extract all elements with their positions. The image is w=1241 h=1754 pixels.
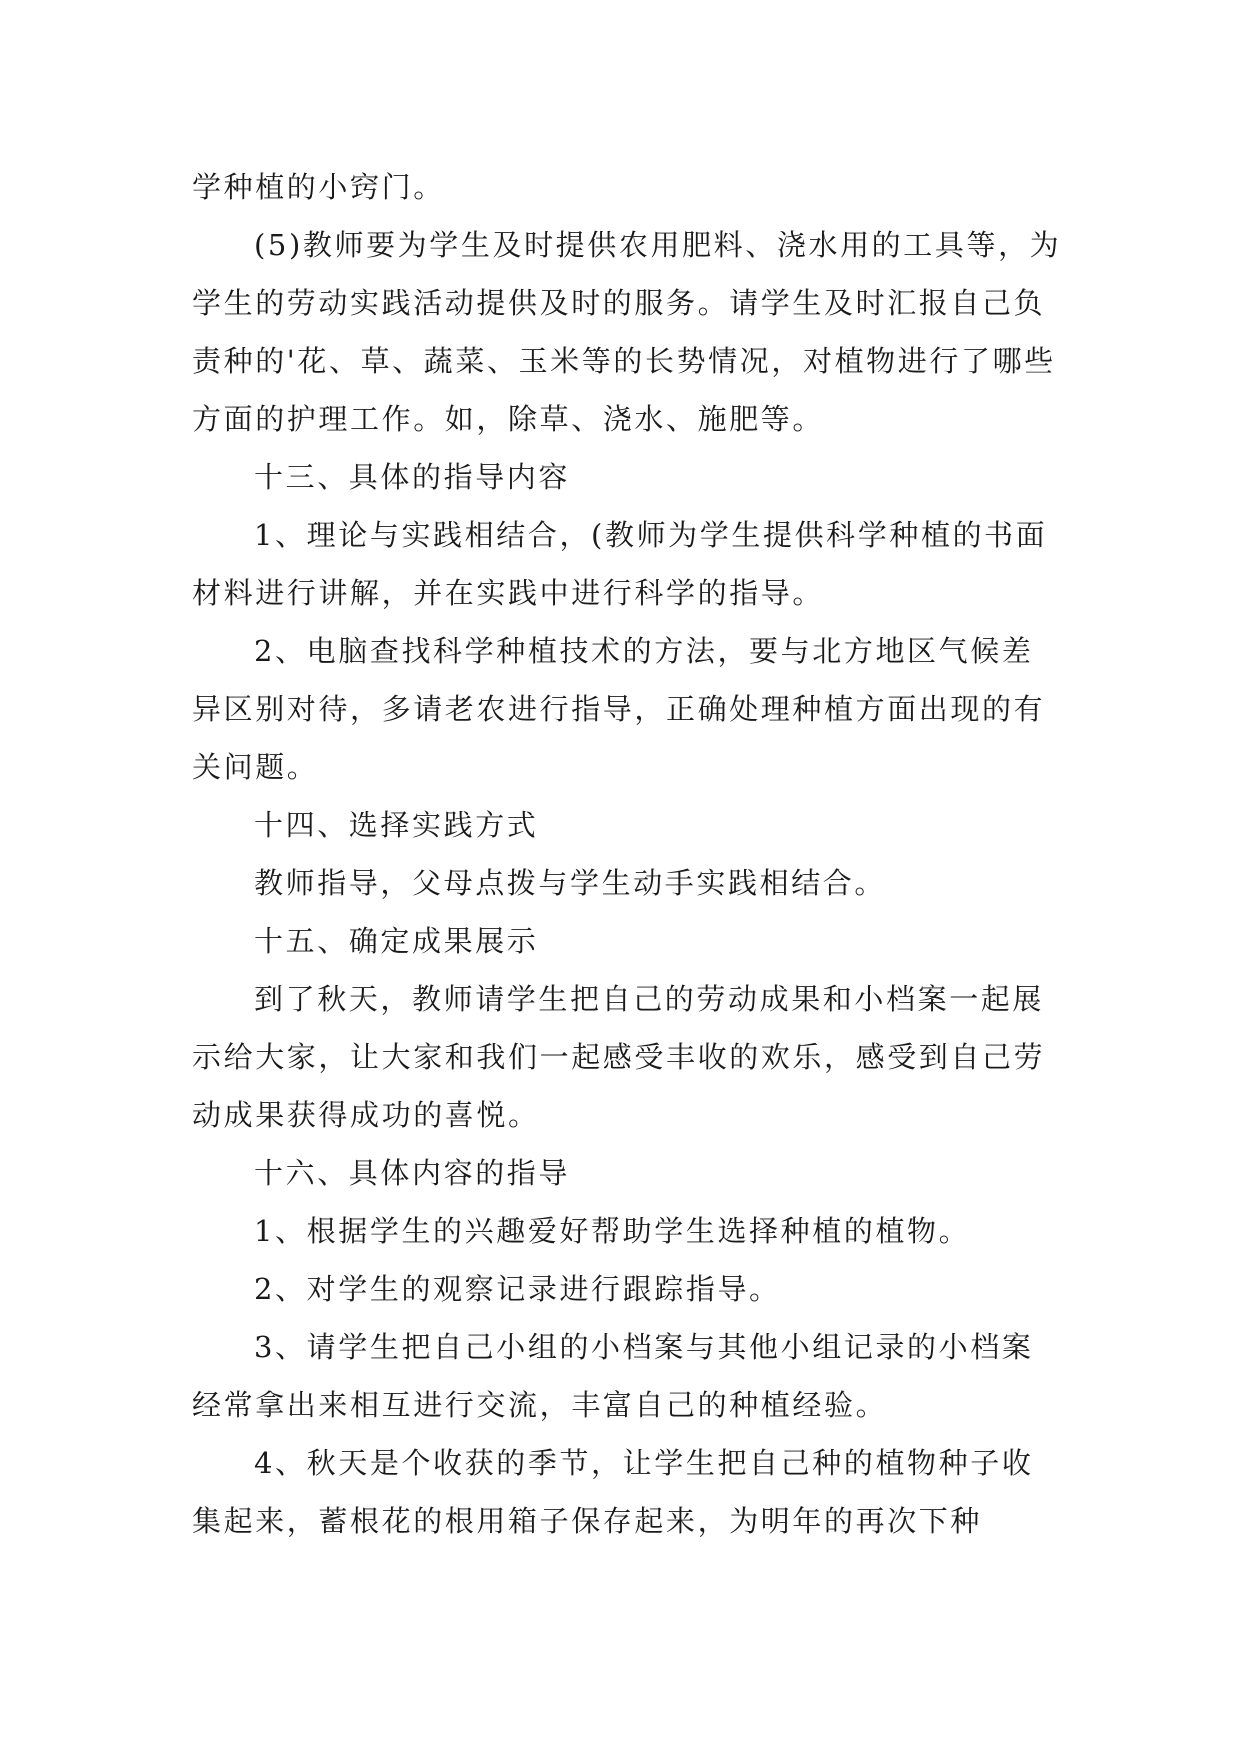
- section-heading-13: 十三、具体的指导内容: [254, 460, 571, 494]
- paragraph-15-body: 到了秋天，教师请学生把自己的劳动成果和小档案一起展示给大家，让大家和我们一起感受丰收的欢乐，感受到自己劳动成果获得成功的喜悦。: [192, 982, 1046, 1132]
- section-heading-14: 十四、选择实践方式: [254, 808, 539, 842]
- paragraph-continuation: 学种植的小窍门。: [192, 170, 445, 204]
- paragraph-13-item-1: 1、理论与实践相结合，(教师为学生提供科学种植的书面材料进行讲解，并在实践中进行科学的指导。: [192, 518, 1048, 610]
- paragraph-16-item-4: 4、秋天是个收获的季节，让学生把自己种的植物种子收集起来，蓄根花的根用箱子保存起来，为明年的再次下种: [192, 1446, 1034, 1538]
- paragraph-16-item-2: 2、对学生的观察记录进行跟踪指导。: [254, 1272, 781, 1306]
- paragraph-13-item-2: 2、电脑查找科学种植技术的方法，要与北方地区气候差异区别对待，多请老农进行指导，正确处理种植方面出现的有关问题。: [192, 634, 1046, 784]
- paragraph-16-item-3: 3、请学生把自己小组的小档案与其他小组记录的小档案经常拿出来相互进行交流，丰富自己的种植经验。: [192, 1330, 1034, 1422]
- paragraph-14-body: 教师指导，父母点拨与学生动手实践相结合。: [254, 866, 887, 900]
- document-body: [192, 158, 1062, 1550]
- paragraph-item-5: (5)教师要为学生及时提供农用肥料、浇水用的工具等，为学生的劳动实践活动提供及时的服务。请学生及时汇报自己负责种的'花、草、蔬菜、玉米等的长势情况，对植物进行了哪些方面的护理工作。如，除草、浇水、施肥等。: [192, 228, 1062, 436]
- section-heading-15: 十五、确定成果展示: [254, 924, 539, 958]
- paragraph-16-item-1: 1、根据学生的兴趣爱好帮助学生选择种植的植物。: [254, 1214, 971, 1248]
- section-heading-16: 十六、具体内容的指导: [254, 1156, 571, 1190]
